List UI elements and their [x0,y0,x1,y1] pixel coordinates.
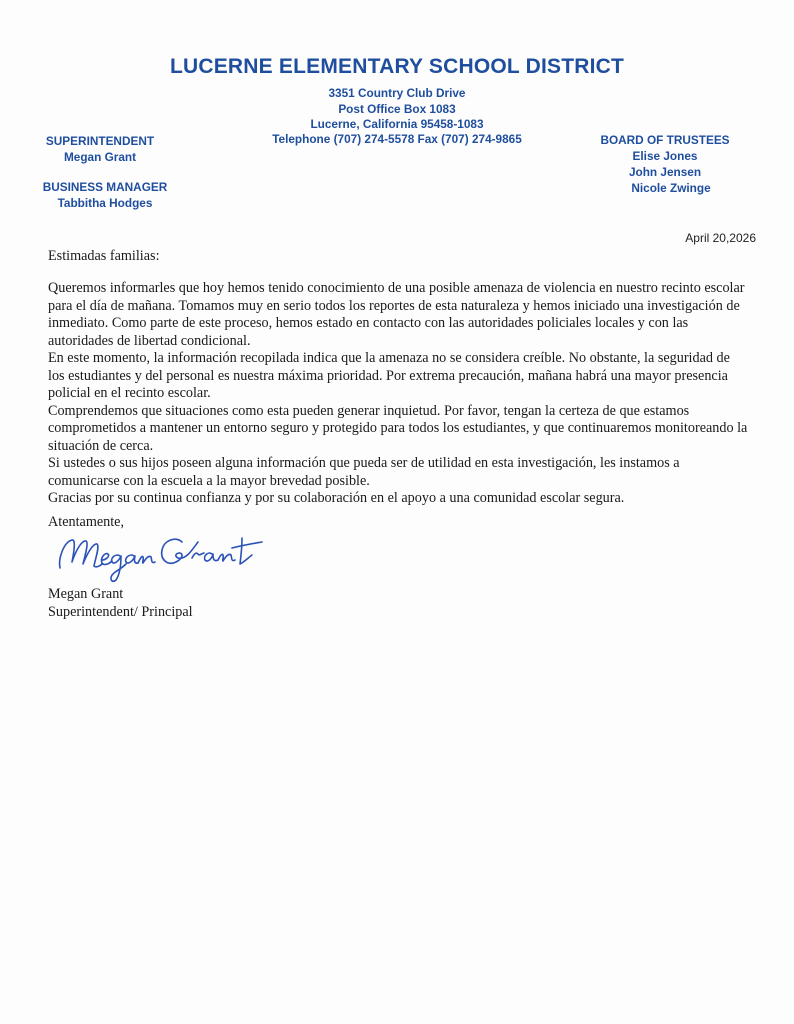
phone-fax-line: Telephone (707) 274-5578 Fax (707) 274-9865 [272,132,522,146]
district-title: LUCERNE ELEMENTARY SCHOOL DISTRICT [169,55,625,78]
superintendent-block [30,133,170,165]
business-manager-block [30,179,180,211]
letter-body [48,280,748,508]
address-line: Lucerne, California 95458-1083 [310,117,484,131]
business-manager-name: Tabbitha Hodges [57,196,153,210]
letter-date: April 20,2026 [685,231,756,245]
paragraph: Gracias por su continua confianza y por su colaboración en el apoyo a una comunidad escolar segura. [48,490,625,506]
signer-title: Superintendent/ Principal [48,603,193,620]
signer-name: Megan Grant [48,586,124,602]
address-line: Post Office Box 1083 [338,102,456,116]
superintendent-title: SUPERINTENDENT [45,134,155,148]
board-member: Nicole Zwinge [631,181,711,195]
closing: Atentamente, [48,514,125,530]
board-member: Elise Jones [632,149,698,163]
salutation: Estimadas familias: [48,248,160,264]
paragraph: Si ustedes o sus hijos poseen alguna información que pueda ser de utilidad en esta investigación, les instamos a comunicarse con la escuela a la mayor brevedad posible. [48,455,680,489]
signer-block [48,586,748,621]
address-line: 3351 Country Club Drive [328,86,466,100]
paragraph: Queremos informarles que hoy hemos tenido conocimiento de una posible amenaza de violencia en nuestro recinto escolar para el día de mañana. Tomamos muy en serio todos los reportes de esta naturaleza y hemos iniciado una investigación de inmediato. Como parte de este proceso, hemos estado en contacto con las autoridades policiales locales y con las autoridades de libertad condicional. [48,280,745,349]
business-manager-title: BUSINESS MANAGER [42,180,168,194]
paragraph: En este momento, la información recopilada indica que la amenaza no se considera creíble. No obstante, la seguridad de los estudiantes y del personal es nuestra máxima prioridad. Por extrema precaución, mañana habrá una mayor presencia policial en el recinto escolar. [48,350,730,401]
superintendent-name: Megan Grant [63,150,137,164]
board-member: John Jensen [628,165,702,179]
board-title: BOARD OF TRUSTEES [600,133,730,147]
board-block [590,132,740,196]
paragraph: Comprendemos que situaciones como esta pueden generar inquietud. Por favor, tengan la certeza de que estamos comprometidos a mantener un entorno seguro y protegido para todos los estudiantes, y que continuaremos monitoreando la situación de cerca. [48,402,748,454]
